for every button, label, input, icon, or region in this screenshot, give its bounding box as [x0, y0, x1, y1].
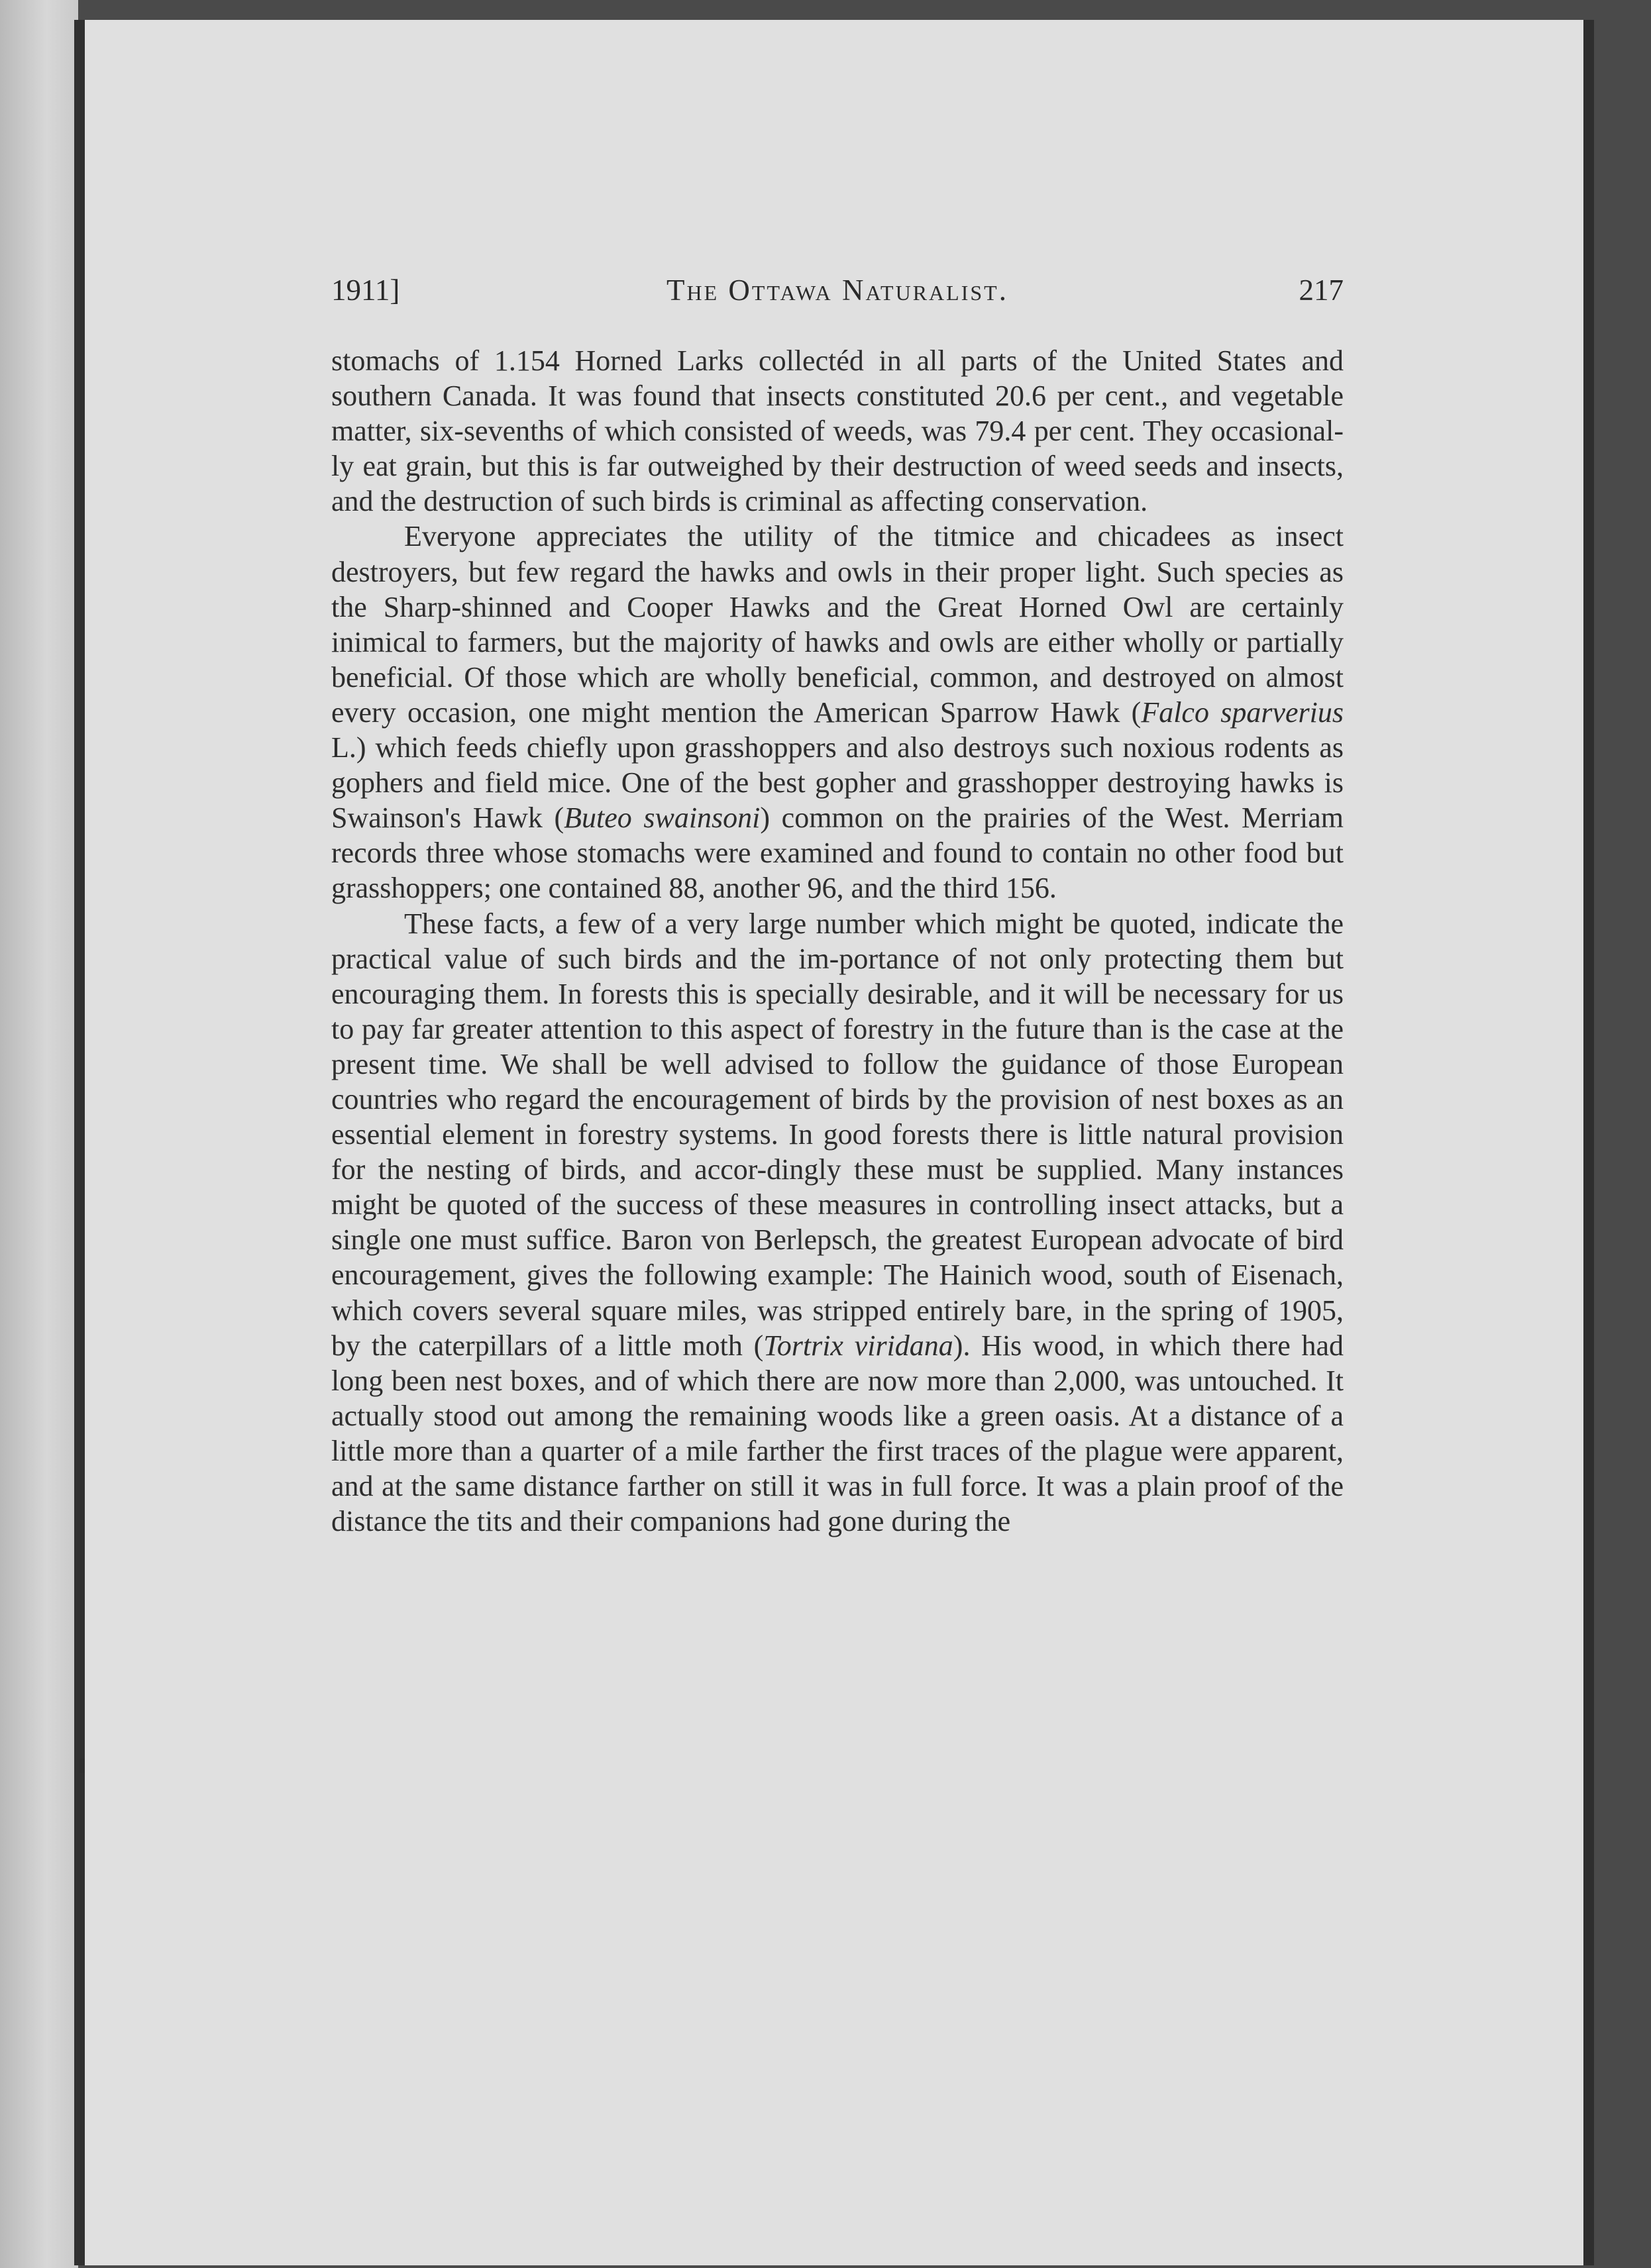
facing-page-edge — [0, 0, 78, 2268]
text-run: Everyone appreciates the utility of the titmice and chicadees as insect destroyers, but few regard the hawks and owls in their proper light. Such species as the Sharp-shinned and Cooper Hawks and the Great Horned Owl are certainly inimical to farmers, but the majority of hawks and owls are either wholly or partially beneficial. Of those which are wholly beneficial, common, and destroyed on almost every occasion, one might mention the American Sparrow Hawk ( — [331, 520, 1344, 729]
body-text — [331, 343, 1344, 1539]
species-name-italic: Buteo swainsoni — [564, 801, 761, 835]
text-run: ) common on the prairies of the West. Merriam records three whose stomachs were examined and found to contain no other food but grasshoppers; one contained 88, another 96, and the third 156. — [331, 801, 1344, 905]
species-name-italic: Tortrix viridana — [763, 1329, 953, 1362]
text-run: L.) which feeds chiefly upon grasshoppers and also destroys such noxious rodents as gophers and field mice. One of the best gopher and grasshopper destroying hawks is Swainson's Hawk ( — [331, 731, 1344, 835]
text-run: ). His wood, in which there had long been nest boxes, and of which there are now more than 2,000, was untouched. It actually stood out among the remaining woods like a green oasis. At a distance of a little more than a quarter of a mile farther the first traces of the plague were apparent, and at the same distance farther on still it was in full force. It was a plain proof of the distance the tits and their companions had gone during the — [331, 1329, 1344, 1538]
page-number: 217 — [1299, 274, 1344, 307]
paragraph-horned-larks — [331, 343, 1344, 519]
paragraph-nest-boxes — [331, 906, 1344, 1539]
text-run: stomachs of 1.154 Horned Larks collectéd in all parts of the United States and southern Canada. It was found that insects constituted 20.6 per cent., and vegetable matter, six-sevenths of which consisted of weeds, was 79.4 per cent. They occasional-ly eat grain, but this is far outweighed by their destruction of weed seeds and insects, and the destruction of such birds is criminal as affecting conservation. — [331, 344, 1344, 518]
header-journal-title: The Ottawa Naturalist. — [666, 274, 1008, 307]
margin-mark — [80, 1759, 85, 1773]
running-header — [331, 273, 1344, 319]
text-run: These facts, a few of a very large number which might be quoted, indicate the practical value of such birds and the im-portance of not only protecting them but encouraging them. In forests this is specially desirable, and it will be necessary for us to pay far greater attention to this aspect of forestry in the future than is the case at the present time. We shall be well advised to follow the guidance of those European countries who regard the encouragement of birds by the provision of nest boxes as an essential element in forestry systems. In good forests there is little natural provision for the nesting of birds, and accor-dingly these must be supplied. Many instances might be quoted of the success of these measures in controlling insect attacks, but a single one must suffice. Baron von Berlepsch, the greatest European advocate of bird encouragement, gives the following example: The Hainich wood, south of Eisenach, which covers several square miles, was stripped entirely bare, in the spring of 1905, by the caterpillars of a little moth ( — [331, 907, 1344, 1362]
header-year: 1911] — [331, 274, 400, 307]
species-name-italic: Falco sparverius — [1141, 696, 1344, 729]
paragraph-hawks-owls — [331, 519, 1344, 905]
